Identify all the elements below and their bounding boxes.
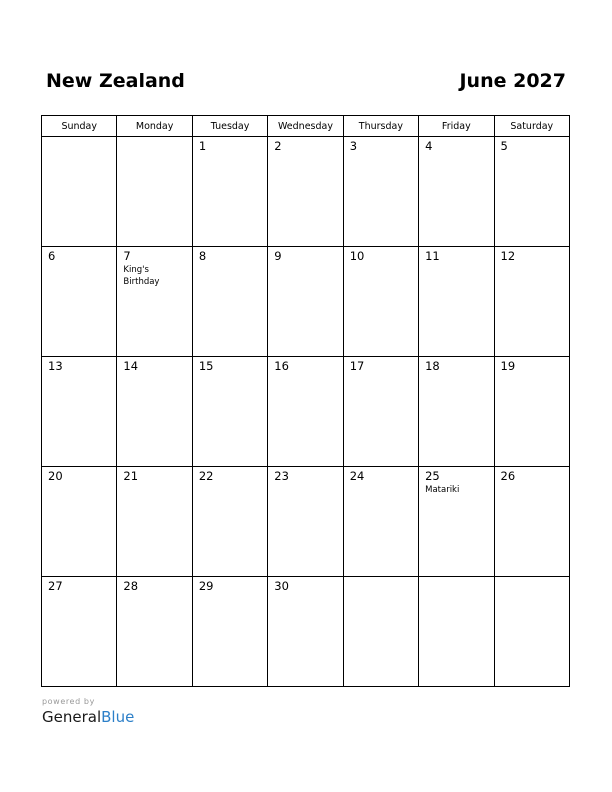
weekday-monday: Monday	[117, 116, 192, 137]
month-title: June 2027	[459, 70, 566, 92]
week-row	[42, 467, 570, 577]
day-cell	[42, 137, 117, 247]
day-cell	[117, 467, 192, 577]
day-number: 8	[198, 249, 207, 263]
day-number: 12	[500, 249, 516, 263]
day-number: 16	[274, 359, 289, 373]
day-cell	[117, 247, 192, 357]
day-number: 25	[425, 469, 440, 483]
holiday-label: King's Birthday	[123, 265, 160, 287]
day-number: 21	[123, 469, 139, 483]
weekday-sunday: Sunday	[42, 116, 117, 137]
day-cell	[192, 357, 267, 467]
day-cell	[343, 357, 418, 467]
day-number	[42, 137, 116, 140]
brand-general-text: General	[42, 708, 102, 726]
day-number	[344, 577, 418, 580]
day-cell	[42, 357, 117, 467]
calendar-grid	[41, 115, 570, 687]
day-number: 1	[198, 139, 207, 153]
day-number: 28	[123, 579, 139, 593]
day-cell	[419, 577, 494, 687]
day-cell	[343, 577, 418, 687]
day-cell	[494, 137, 569, 247]
day-number: 29	[198, 579, 214, 593]
week-row	[42, 357, 570, 467]
day-cell	[42, 577, 117, 687]
day-number: 3	[349, 139, 358, 153]
day-cell	[494, 577, 569, 687]
day-number: 24	[349, 469, 365, 483]
day-cell	[42, 467, 117, 577]
day-cell	[268, 137, 343, 247]
day-cell	[494, 247, 569, 357]
day-number: 15	[198, 359, 214, 373]
day-cell	[117, 357, 192, 467]
day-number	[117, 137, 191, 140]
day-cell	[268, 467, 343, 577]
week-row	[42, 137, 570, 247]
day-number: 6	[48, 249, 56, 263]
day-number: 19	[500, 359, 516, 373]
day-number: 7	[123, 249, 131, 263]
day-cell	[419, 357, 494, 467]
day-cell	[494, 357, 569, 467]
weekday-thursday: Thursday	[343, 116, 418, 137]
day-number: 18	[425, 359, 440, 373]
day-cell	[419, 137, 494, 247]
day-cell	[192, 577, 267, 687]
day-number: 27	[48, 579, 63, 593]
day-number: 30	[274, 579, 289, 593]
country-title: New Zealand	[46, 70, 185, 92]
day-cell	[268, 577, 343, 687]
footer-branding	[42, 697, 134, 726]
day-number: 13	[48, 359, 63, 373]
weekday-saturday: Saturday	[494, 116, 569, 137]
day-number: 23	[274, 469, 289, 483]
powered-by-text: powered by	[42, 697, 95, 706]
brand-blue-text: Blue	[101, 708, 135, 726]
day-number: 10	[349, 249, 365, 263]
day-number	[419, 577, 493, 580]
day-number: 5	[500, 139, 508, 153]
day-cell	[343, 137, 418, 247]
day-number	[495, 577, 569, 580]
calendar-header	[46, 70, 566, 100]
day-cell	[343, 467, 418, 577]
day-cell	[42, 247, 117, 357]
day-cell	[192, 467, 267, 577]
weekday-wednesday: Wednesday	[268, 116, 343, 137]
day-cell	[268, 357, 343, 467]
day-cell	[192, 247, 267, 357]
weekday-friday: Friday	[419, 116, 494, 137]
day-number: 9	[274, 249, 282, 263]
day-cell	[419, 467, 494, 577]
day-number: 4	[425, 139, 433, 153]
day-number: 26	[500, 469, 516, 483]
day-number: 2	[274, 139, 282, 153]
day-cell	[419, 247, 494, 357]
day-number: 14	[123, 359, 139, 373]
week-row	[42, 577, 570, 687]
day-number: 20	[48, 469, 63, 483]
weekday-tuesday: Tuesday	[192, 116, 267, 137]
day-cell	[192, 137, 267, 247]
day-cell	[117, 137, 192, 247]
day-cell	[268, 247, 343, 357]
week-row	[42, 247, 570, 357]
day-number: 17	[349, 359, 365, 373]
day-cell	[117, 577, 192, 687]
generalblue-logo	[42, 708, 134, 726]
day-number: 11	[425, 249, 440, 263]
day-cell	[494, 467, 569, 577]
weekday-header-row	[42, 116, 570, 137]
holiday-label: Matariki	[425, 485, 460, 495]
day-number: 22	[198, 469, 214, 483]
day-cell	[343, 247, 418, 357]
